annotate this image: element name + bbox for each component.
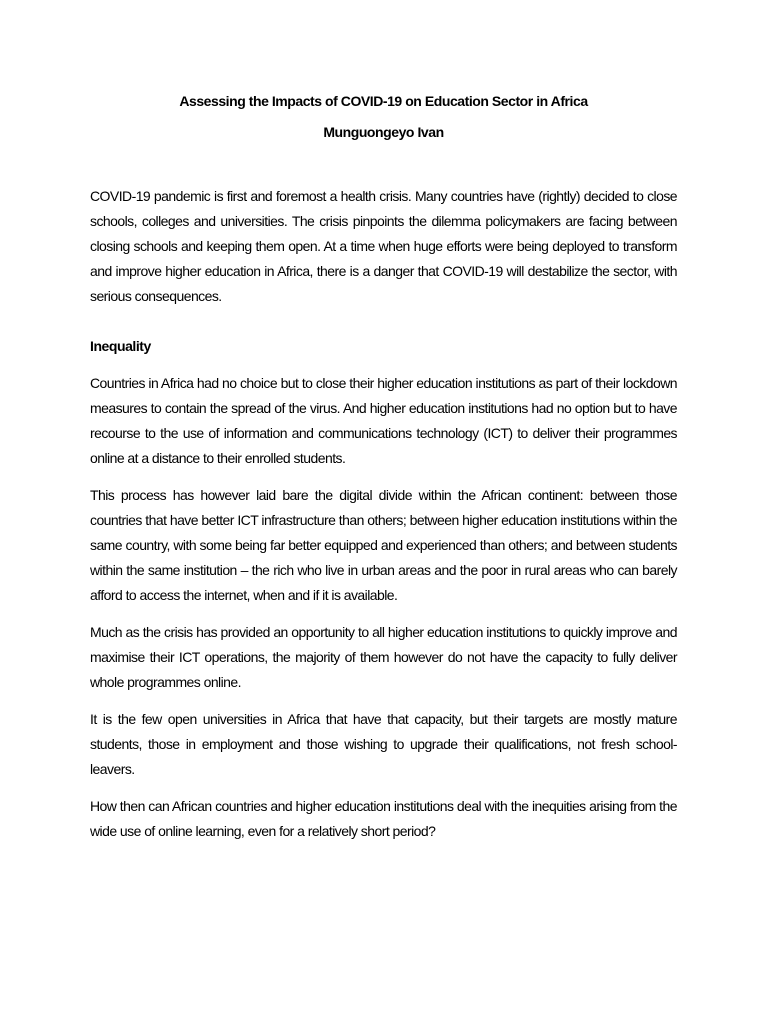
section-heading: Inequality [90,338,151,354]
body-paragraph: Countries in Africa had no choice but to close their higher education institutions as part of their lockdown measures to contain the spread of the virus. And higher education institutions had no option but to have recourse to the use of information and communications technology (ICT) to deliver their programmes online at a distance to their enrolled students. [90,375,677,466]
document-page [90,0,677,1024]
body-paragraph: How then can African countries and higher education institutions deal with the inequities arising from the wide use of online learning, even for a relatively short period? [90,798,677,839]
body-paragraph: Much as the crisis has provided an opportunity to all higher education institutions to quickly improve and maximise their ICT operations, the majority of them however do not have the capacity to fully deliver whole programmes online. [90,624,677,690]
document-body [90,184,677,856]
body-paragraph: It is the few open universities in Africa that have that capacity, but their targets are mostly mature students, those in employment and those wishing to upgrade their qualifications, not fresh school-leavers. [90,711,677,777]
document-title: Assessing the Impacts of COVID-19 on Education Sector in Africa [179,93,588,109]
intro-paragraph: COVID-19 pandemic is first and foremost a health crisis. Many countries have (rightly) decided to close schools, colleges and universities. The crisis pinpoints the dilemma policymakers are facing between closing schools and keeping them open. At a time when huge efforts were being deployed to transform and improve higher education in Africa, there is a danger that COVID-19 will destabilize the sector, with serious consequences. [90,188,677,304]
document-author: Munguongeyo Ivan [323,124,444,140]
body-paragraph: This process has however laid bare the digital divide within the African continent: between those countries that have better ICT infrastructure than others; between higher education institutions within the same country, with some being far better equipped and experienced than others; and between students within the same institution – the rich who live in urban areas and the poor in rural areas who can barely afford to access the internet, when and if it is available. [90,487,677,603]
